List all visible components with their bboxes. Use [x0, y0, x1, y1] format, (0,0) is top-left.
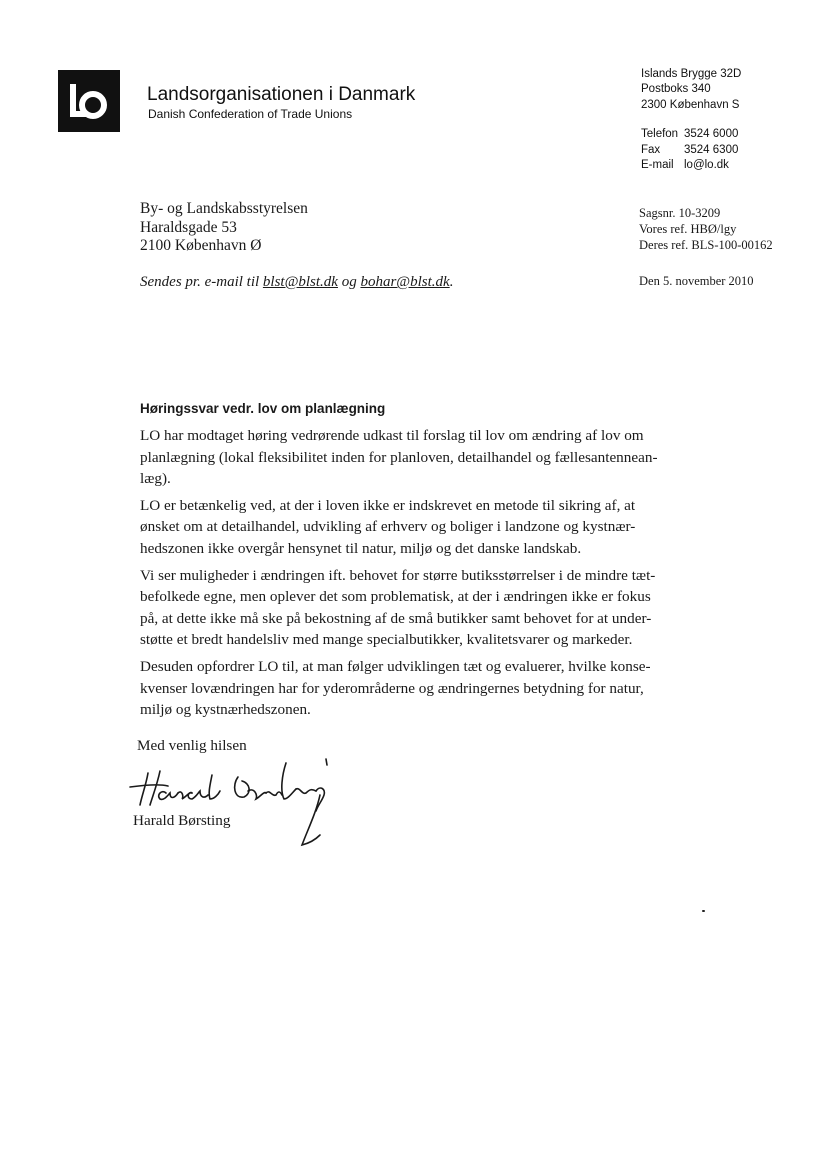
sender-fax: [641, 143, 741, 158]
email-value: lo@lo.dk: [684, 159, 729, 172]
email-note-prefix: Sendes pr. e-mail til: [140, 274, 263, 290]
letter-date: Den 5. november 2010: [639, 274, 754, 288]
lo-logo-mark: [58, 70, 120, 132]
case-number: Sagsnr. 10-3209: [639, 206, 721, 220]
sender-address-line: 2300 København S: [641, 98, 740, 111]
organisation-name: Landsorganisationen i Danmark: [147, 84, 416, 105]
email-link-bohar[interactable]: bohar@blst.dk: [360, 274, 450, 290]
fax-value: 3524 6300: [684, 143, 739, 156]
sender-address-line: Postboks 340: [641, 83, 711, 96]
handwritten-signature: [120, 755, 350, 860]
paragraph: [140, 425, 700, 490]
email-note: [140, 274, 453, 291]
body-line: ønsket om at detailhandel, udvikling af erhverv og boliger i landzone og kystnær-: [140, 518, 636, 536]
email-note-middle: og: [337, 274, 361, 290]
email-label: E-mail: [641, 159, 674, 172]
fax-label: Fax: [641, 143, 661, 156]
body-line: Desuden opfordrer LO til, at man følger udviklingen tæt og evaluerer, hvilke konse-: [140, 657, 651, 675]
body-line: planlægning (lokal fleksibilitet inden for planloven, detailhandel og fællesantennean-: [140, 448, 658, 466]
sender-email: [641, 158, 741, 173]
body-line: befolkede egne, men oplever det som problematisk, at der i ændringen ikke er fokus: [140, 588, 651, 606]
body-line: miljø og kystnærhedszonen.: [140, 701, 311, 719]
sender-phone: [641, 127, 741, 142]
lo-logo: [58, 70, 120, 132]
your-reference: Deres ref. BLS-100-00162: [639, 238, 773, 252]
signer-name: Harald Børsting: [133, 812, 231, 829]
body-line: læg).: [140, 470, 171, 488]
signature-strokes: [120, 755, 350, 855]
phone-value: 3524 6000: [684, 128, 739, 141]
recipient-line: Haraldsgade 53: [140, 218, 237, 236]
scan-speck: [702, 910, 705, 912]
body-line: LO har modtaget høring vedrørende udkast til forslag til lov om ændring af lov om: [140, 427, 644, 444]
recipient-line: By- og Landskabsstyrelsen: [140, 200, 308, 217]
reference-block: [639, 205, 773, 253]
body-line: på, at dette ikke må ske på bekostning af de små butikker samt behovet for at under-: [140, 609, 652, 627]
paragraph: [140, 495, 700, 560]
paragraph: [140, 656, 700, 721]
phone-label: Telefon: [641, 128, 679, 141]
our-reference: Vores ref. HBØ/lgy: [639, 222, 737, 236]
recipient-address: [140, 200, 308, 256]
email-note-suffix: .: [449, 274, 454, 290]
body-line: LO er betænkelig ved, at der i loven ikke er indskrevet en metode til sikring af, at: [140, 496, 636, 514]
recipient-line: 2100 København Ø: [140, 237, 262, 254]
organisation-subtitle: Danish Confederation of Trade Unions: [148, 107, 353, 121]
closing-phrase: Med venlig hilsen: [137, 737, 247, 754]
body-line: støtte et bredt handelsliv med mange specialbutikker, kvalitetsvarer og markeder.: [140, 631, 633, 649]
email-link-blst[interactable]: blst@blst.dk: [262, 274, 338, 290]
body-line: kvenser lovændringen har for yderområderne og ændringernes betydning for natur,: [140, 679, 644, 697]
paragraph: [140, 565, 700, 651]
body-line: hedszonen ikke overgår hensynet til natur, miljø og det danske landskab.: [140, 539, 582, 557]
body-line: Vi ser muligheder i ændringen ift. behovet for større butiksstørrelser i de mindre tæt-: [140, 566, 656, 584]
sender-address-line: Islands Brygge 32D: [641, 68, 742, 80]
letter-body: [140, 425, 700, 726]
letter-subject: Høringssvar vedr. lov om planlægning: [140, 401, 386, 416]
sender-block: [641, 67, 741, 173]
